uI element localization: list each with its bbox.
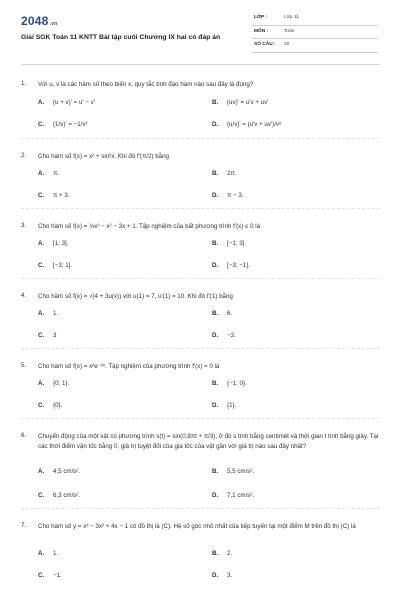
option-text: 6. xyxy=(227,310,233,317)
question-divider xyxy=(21,348,380,349)
logo-suffix: .vn xyxy=(49,21,58,27)
option-label: A. xyxy=(38,240,45,247)
question-divider xyxy=(21,208,380,209)
question-divider xyxy=(21,138,380,139)
question-number: 4. xyxy=(21,292,27,299)
option-text: 4,5 cm/s². xyxy=(53,468,81,475)
option-label: C. xyxy=(38,262,45,269)
option-label: B. xyxy=(212,240,219,247)
question-text: Chuyển động của một vật có phương trình s(t) = sin(0,8πt + π/3), ở đó s tính bằng centimét và thời gian t tính bằng giây. Tại các thời điểm vận tốc bằng 0, giá trị tuyệt đối của gia tốc của vật gần với giá trị nào sau đây nhất? xyxy=(38,433,379,450)
option-label: B. xyxy=(212,380,219,387)
option-label: B. xyxy=(212,310,219,317)
site-logo[interactable] xyxy=(21,13,57,29)
option-label: D. xyxy=(212,262,219,269)
question-divider xyxy=(21,278,380,279)
question-text: Cho hàm số f(x) = √(4 + 3u(x)) với u(1) = 7, u'(1) = 10. Khi đó f'(1) bằng xyxy=(38,293,233,300)
logo-text: 2048 xyxy=(21,14,49,28)
question-number: 7. xyxy=(21,522,27,529)
header-divider xyxy=(21,64,380,65)
option-text: [−3; −1]. xyxy=(227,262,250,269)
option-label: C. xyxy=(38,332,45,339)
option-text: −3. xyxy=(227,332,236,339)
meta-value: Toán xyxy=(284,28,295,34)
option-label: A. xyxy=(38,550,45,557)
question-divider xyxy=(21,508,380,509)
option-label: D. xyxy=(212,121,219,128)
option-label: C. xyxy=(38,121,45,128)
option-label: A. xyxy=(38,468,45,475)
option-label: C. xyxy=(38,192,45,199)
meta-value: 20 xyxy=(284,42,290,47)
option-label: D. xyxy=(212,332,219,339)
option-text: 1. xyxy=(53,310,59,317)
option-label: C. xyxy=(38,402,45,409)
option-text: {0}. xyxy=(53,402,63,409)
option-label: D. xyxy=(212,572,219,579)
document-header xyxy=(0,0,400,62)
question-text: Với u, v là các hàm số theo biến x, quy tắc tính đạo hàm nào sau đây là đúng? xyxy=(38,81,254,88)
option-label: B. xyxy=(212,468,219,475)
option-text: {0; 1}. xyxy=(53,380,70,387)
option-text: 6,3 cm/s². xyxy=(53,492,81,499)
question-text: Cho hàm số f(x) = x²e⁻²ˣ. Tập nghiệm của phương trình f'(x) = 0 là xyxy=(38,363,220,370)
option-text: {1}. xyxy=(227,402,237,409)
meta-row-class xyxy=(252,14,378,26)
option-label: B. xyxy=(212,99,219,106)
question-number: 2. xyxy=(21,152,27,159)
meta-row-count xyxy=(252,41,378,53)
option-text: {−1; 0}. xyxy=(227,380,247,387)
option-text: [−1; 3]. xyxy=(227,240,247,247)
option-label: D. xyxy=(212,492,219,499)
option-text: −1. xyxy=(53,572,62,579)
document-meta xyxy=(252,14,378,55)
option-label: B. xyxy=(212,550,219,557)
question-number: 5. xyxy=(21,362,27,369)
option-label: A. xyxy=(38,99,45,106)
question-divider xyxy=(21,418,380,419)
option-label: A. xyxy=(38,170,45,177)
option-text: π. xyxy=(53,170,59,177)
option-text: (uv)' = u'v + uv' xyxy=(227,99,269,106)
question-number: 6. xyxy=(21,432,27,439)
option-text: 2π. xyxy=(227,170,237,177)
option-label: D. xyxy=(212,402,219,409)
option-label: C. xyxy=(38,492,45,499)
option-text: π + 3. xyxy=(53,192,70,199)
meta-key: LỚP : xyxy=(254,15,268,20)
document-title: Giải SGK Toán 11 KNTT Bài tập cuối Chương IX hai có đáp án xyxy=(21,34,221,41)
option-text: π − 3. xyxy=(227,192,244,199)
option-text: 3. xyxy=(227,572,233,579)
question-number: 3. xyxy=(21,222,27,229)
question-text: Cho hàm số f(x) = ⅓x³ − x² − 3x + 1. Tập nghiệm của bất phương trình f'(x) ≤ 0 là xyxy=(38,223,261,230)
option-label: C. xyxy=(38,572,45,579)
option-label: D. xyxy=(212,192,219,199)
option-text: (u + v)' = u' − v' xyxy=(53,99,95,106)
meta-key: MÔN : xyxy=(254,28,269,34)
meta-row-subject xyxy=(252,28,378,40)
option-text: 3 xyxy=(53,332,57,339)
question-text: Cho hàm số y = x³ − 3x² + 4x − 1 có đồ thị là (C). Hệ số góc nhỏ nhất của tiếp tuyến tại một điểm M trên đồ thị (C) là xyxy=(38,523,356,530)
option-text: (1/v)' = −1/v² xyxy=(53,121,88,128)
question-number: 1. xyxy=(21,80,27,87)
option-text: 2. xyxy=(227,550,233,557)
option-label: A. xyxy=(38,310,45,317)
option-text: [−3; 1]. xyxy=(53,262,73,269)
option-text: (u/v)' = (u'v + uv')/v² xyxy=(227,121,282,128)
meta-key: SỐ CÂU : xyxy=(254,42,276,47)
option-text: [1; 3]. xyxy=(53,240,69,247)
option-text: 1. xyxy=(53,550,59,557)
option-label: B. xyxy=(212,170,219,177)
question-text: Cho hàm số f(x) = x² + sin²x. Khi đó f'(π/2) bằng xyxy=(38,153,169,160)
meta-value: Lớp 11 xyxy=(284,15,299,20)
option-text: 7,1 cm/s². xyxy=(227,492,255,499)
option-text: 5,5 cm/s². xyxy=(227,468,255,475)
option-label: A. xyxy=(38,380,45,387)
